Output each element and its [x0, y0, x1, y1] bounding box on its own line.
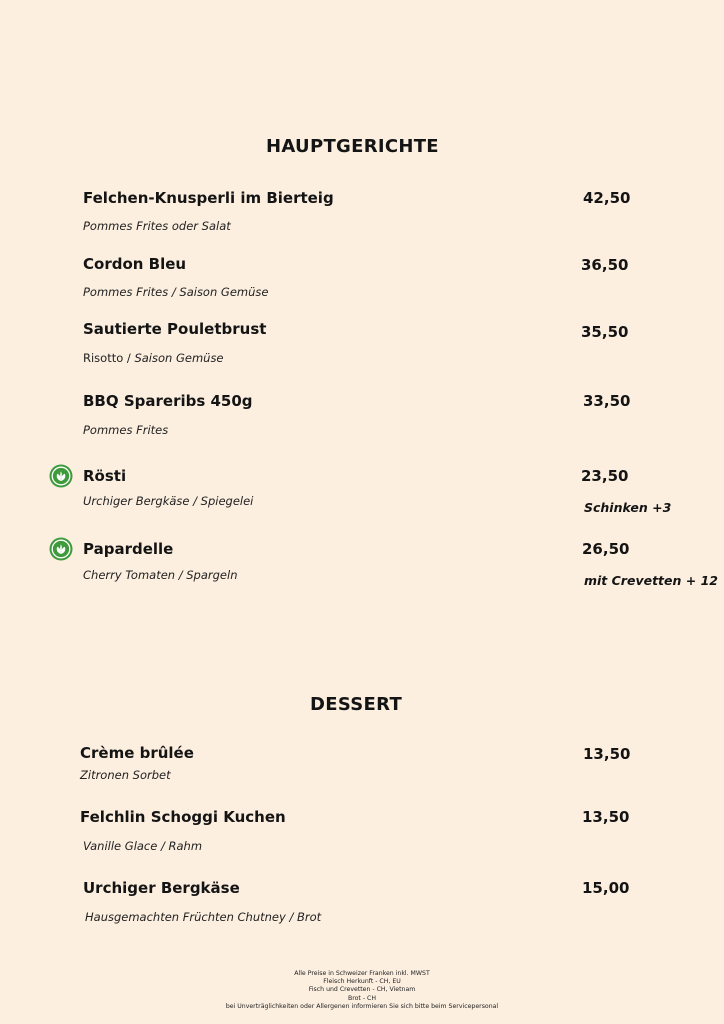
- dish-name: Sautierte Pouletbrust: [83, 320, 267, 338]
- dish-addon: Schinken +3: [584, 500, 672, 515]
- dish-price: 15,00: [582, 879, 630, 897]
- dish-description: Pommes Frites / Saison Gemüse: [83, 285, 269, 299]
- dish-name: Felchen-Knusperli im Bierteig: [83, 189, 334, 207]
- dish-description: Urchiger Bergkäse / Spiegelei: [83, 494, 254, 508]
- dish-name: Crème brûlée: [80, 744, 194, 762]
- dish-price: 36,50: [581, 256, 629, 274]
- dish-description: Hausgemachten Früchten Chutney / Brot: [85, 910, 322, 924]
- section-title-main: HAUPTGERICHTE: [266, 136, 439, 157]
- footer-notes: [0, 970, 724, 1011]
- dish-description: [83, 351, 224, 365]
- dish-name: BBQ Spareribs 450g: [83, 392, 253, 410]
- footer-line: Alle Preise in Schweizer Franken inkl. MWST: [294, 970, 430, 977]
- dish-name: Felchlin Schoggi Kuchen: [80, 808, 286, 826]
- dish-price: 42,50: [583, 189, 631, 207]
- dish-price: 23,50: [581, 467, 629, 485]
- dish-name: Rösti: [83, 467, 127, 485]
- footer-line: Fleisch Herkunft - CH, EU: [323, 978, 401, 986]
- dish-price: 33,50: [583, 392, 631, 410]
- dish-description: Vanille Glace / Rahm: [83, 839, 203, 853]
- dish-price: 35,50: [581, 323, 629, 341]
- section-title-dessert: DESSERT: [310, 694, 403, 715]
- dish-description: Cherry Tomaten / Spargeln: [83, 568, 238, 582]
- dish-name: Papardelle: [83, 540, 174, 558]
- dish-price: 13,50: [583, 745, 631, 763]
- dish-price: 13,50: [582, 808, 630, 826]
- dish-description: Pommes Frites oder Salat: [83, 219, 231, 233]
- dish-name: Cordon Bleu: [83, 255, 187, 273]
- dish-description-plain: Risotto /: [83, 351, 135, 365]
- footer-line: Brot - CH: [347, 994, 376, 1002]
- vegetarian-leaf-icon: [49, 464, 73, 488]
- dish-description-italic: Saison Gemüse: [134, 351, 224, 365]
- footer-line: bei Unverträglichkeiten oder Allergenen informieren Sie sich bitte beim Servicepersonal: [225, 1002, 499, 1010]
- dish-description: Pommes Frites: [83, 423, 169, 437]
- dish-addon: mit Crevetten + 12: [584, 573, 718, 588]
- dish-price: 26,50: [582, 540, 630, 558]
- dish-description: Zitronen Sorbet: [80, 768, 171, 782]
- vegetarian-leaf-icon: [49, 537, 73, 561]
- footer-line: Fisch und Crevetten - CH, Vietnam: [308, 986, 416, 994]
- dish-name: Urchiger Bergkäse: [83, 879, 240, 897]
